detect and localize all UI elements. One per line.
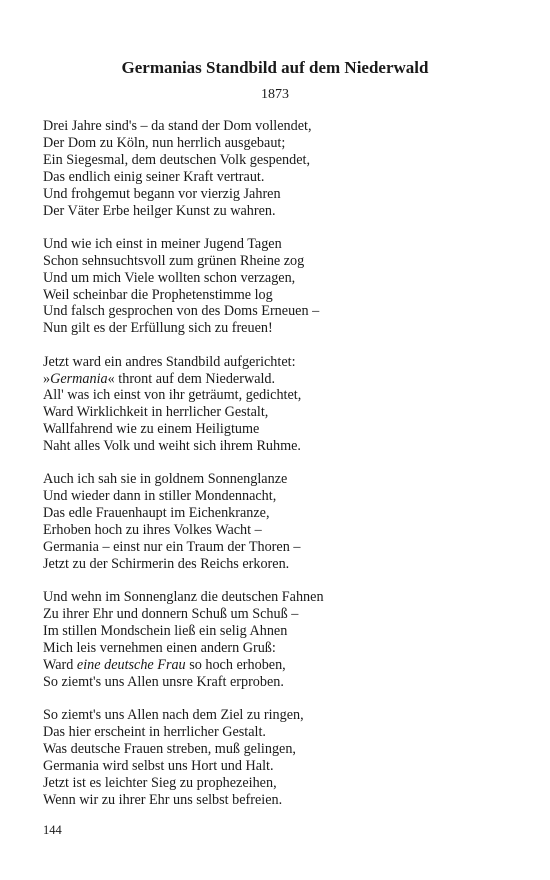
poem-line (43, 152, 523, 169)
poem-line (43, 522, 523, 539)
poem-line (43, 320, 523, 337)
poem-line (43, 169, 523, 186)
poem-line (43, 707, 523, 724)
poem-title: Germanias Standbild auf dem Niederwald (121, 58, 429, 77)
poem-line (43, 387, 523, 404)
line-text: Schon sehnsuchtsvoll zum grünen Rheine zog (43, 252, 305, 269)
line-text: Das edle Frauenhaupt im Eichenkranze, (43, 505, 270, 522)
poem-line (43, 135, 523, 152)
line-text: Jetzt ward ein andres Standbild aufgerichtet: (43, 353, 296, 370)
stanza (43, 707, 523, 808)
poem-line (43, 421, 523, 438)
stanza (43, 118, 523, 219)
line-text: Ward (43, 656, 77, 673)
line-text: Und wie ich einst in meiner Jugend Tagen (43, 235, 282, 252)
italic-text: eine deutsche Frau (76, 656, 186, 673)
line-text: Ward Wirklichkeit in herrlicher Gestalt, (43, 404, 269, 421)
poem-line (43, 488, 523, 505)
stanza (43, 236, 523, 337)
poem-line (43, 657, 523, 674)
poem-line (43, 556, 523, 573)
line-text: Ein Siegesmal, dem deutschen Volk gespendet, (43, 151, 311, 168)
poem-line (43, 471, 523, 488)
line-text: So ziemt's uns Allen nach dem Ziel zu ringen, (43, 707, 304, 724)
poem-line (43, 724, 523, 741)
line-text: Germania wird selbst uns Hort und Halt. (43, 757, 274, 774)
line-text: Und frohgemut begann vor vierzig Jahren (43, 185, 281, 202)
italic-text: Germania (50, 370, 108, 387)
poem-year: 1873 (261, 87, 289, 102)
poem-line (43, 270, 523, 287)
line-text: Mich leis vernehmen einen andern Gruß: (43, 640, 276, 657)
poem-line (43, 203, 523, 220)
poem-line (43, 539, 523, 556)
stanza (43, 471, 523, 572)
poem-line (43, 186, 523, 203)
poem-line (43, 640, 523, 657)
poem-line (43, 354, 523, 371)
line-text: Was deutsche Frauen streben, muß gelingen, (43, 740, 296, 757)
line-text: Und falsch gesprochen von des Doms Erneuen – (43, 303, 320, 320)
poem-line (43, 253, 523, 270)
line-text: Drei Jahre sind's – da stand der Dom vollendet, (43, 118, 312, 134)
line-text: Zu ihrer Ehr und donnern Schuß um Schuß – (43, 606, 299, 623)
poem-line (43, 758, 523, 775)
poem-line (43, 606, 523, 623)
line-text: Und wehn im Sonnenglanz die deutschen Fahnen (43, 589, 324, 606)
line-text: Germania – einst nur ein Traum der Thoren – (43, 539, 301, 556)
line-text: » (43, 370, 51, 387)
line-text: Jetzt ist es leichter Sieg zu prophezeihen, (43, 774, 277, 791)
line-text: Und um mich Viele wollten schon verzagen, (43, 269, 296, 286)
poem-line (43, 303, 523, 320)
line-text: Im stillen Mondschein ließ ein selig Ahnen (43, 623, 288, 640)
line-text: Naht alles Volk und weiht sich ihrem Ruhme. (43, 438, 301, 455)
poem-body (43, 118, 523, 825)
poem-line (43, 438, 523, 455)
poem-line (43, 371, 523, 388)
page-number: 144 (43, 823, 62, 837)
line-text: « thront auf dem Niederwald. (107, 370, 276, 387)
line-text: Der Dom zu Köln, nun herrlich ausgebaut; (43, 134, 286, 151)
line-text: Weil scheinbar die Prophetenstimme log (43, 286, 273, 303)
poem-line (43, 236, 523, 253)
poem-line (43, 741, 523, 758)
poem-line (43, 589, 523, 606)
line-text: Das hier erscheint in herrlicher Gestalt. (43, 724, 266, 741)
poem-line (43, 505, 523, 522)
line-text: so hoch erhoben, (185, 656, 286, 673)
line-text: Nun gilt es der Erfüllung sich zu freuen! (43, 320, 273, 337)
stanza (43, 354, 523, 455)
line-text: Das endlich einig seiner Kraft vertraut. (43, 168, 265, 185)
line-text: Der Väter Erbe heilger Kunst zu wahren. (43, 202, 276, 219)
poem-line (43, 287, 523, 304)
poem-line (43, 775, 523, 792)
line-text: Erhoben hoch zu ihres Volkes Wacht – (43, 522, 262, 539)
line-text: So ziemt's uns Allen unsre Kraft erproben. (43, 673, 284, 690)
poem-line (43, 118, 523, 135)
poem-line (43, 674, 523, 691)
stanza (43, 589, 523, 690)
line-text: Und wieder dann in stiller Mondennacht, (43, 488, 277, 505)
line-text: Wallfahrend wie zu einem Heiligtume (43, 421, 260, 438)
poem-line (43, 623, 523, 640)
line-text: Auch ich sah sie in goldnem Sonnenglanze (43, 471, 288, 488)
poem-line (43, 792, 523, 809)
line-text: Wenn wir zu ihrer Ehr uns selbst befreien. (43, 791, 283, 808)
line-text: Jetzt zu der Schirmerin des Reichs erkoren. (43, 556, 290, 573)
poem-line (43, 404, 523, 421)
line-text: All' was ich einst von ihr geträumt, gedichtet, (43, 387, 302, 404)
